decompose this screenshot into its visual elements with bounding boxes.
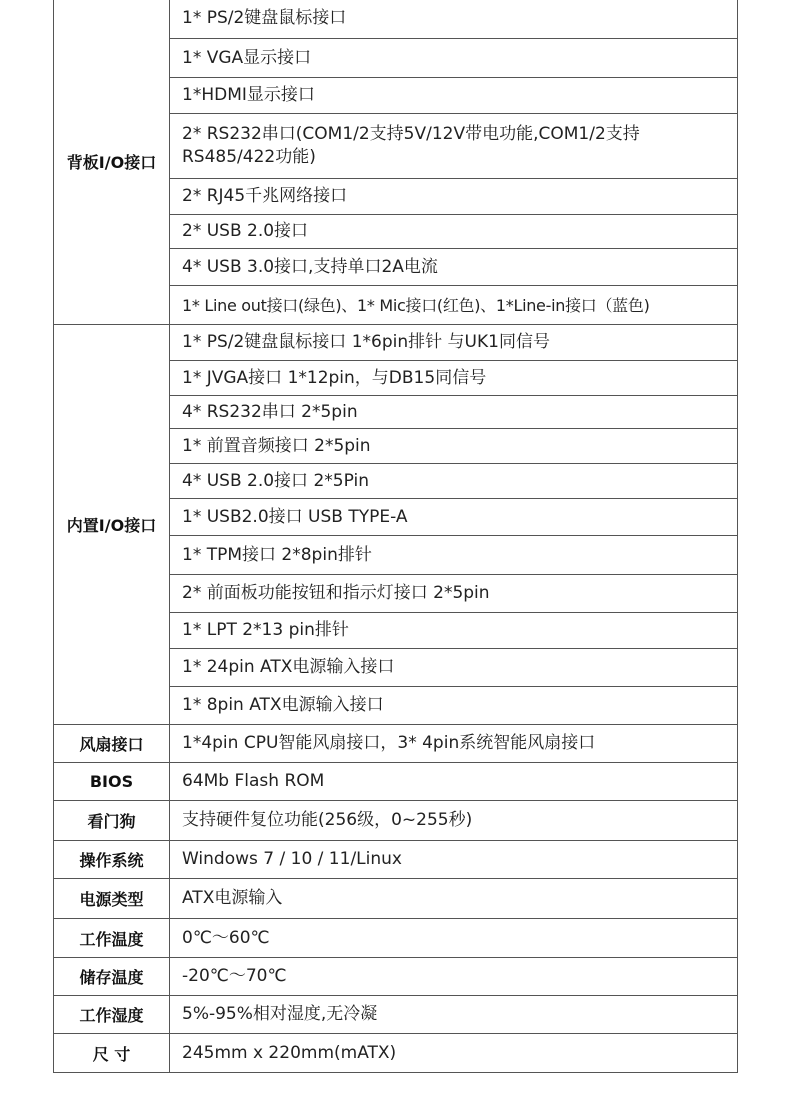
spec-value: 1* PS/2键盘鼠标接口 1*6pin排针 与UK1同信号 xyxy=(170,325,738,361)
spec-value: Windows 7 / 10 / 11/Linux xyxy=(170,841,738,879)
spec-value: 1* 8pin ATX电源输入接口 xyxy=(170,687,738,725)
spec-value: 4* USB 3.0接口,支持单口2A电流 xyxy=(170,249,738,286)
spec-value: 1* JVGA接口 1*12pin，与DB15同信号 xyxy=(170,361,738,396)
table-row xyxy=(54,1034,738,1073)
spec-value: 5%-95%相对湿度,无冷凝 xyxy=(170,996,738,1034)
spec-label: 电源类型 xyxy=(54,879,170,919)
spec-value: 1* TPM接口 2*8pin排针 xyxy=(170,536,738,575)
spec-value: 1*4pin CPU智能风扇接口，3* 4pin系统智能风扇接口 xyxy=(170,725,738,763)
spec-value: 1* VGA显示接口 xyxy=(170,39,738,78)
table-row xyxy=(54,958,738,996)
group-label-internal-io: 内置I/O接口 xyxy=(54,325,170,725)
spec-value: 1*HDMI显示接口 xyxy=(170,78,738,114)
group-label-rear-io: 背板I/O接口 xyxy=(54,0,170,325)
spec-value: 1* PS/2键盘鼠标接口 xyxy=(170,0,738,39)
table-row xyxy=(54,879,738,919)
table-row xyxy=(54,919,738,958)
spec-value: 1* 前置音频接口 2*5pin xyxy=(170,429,738,464)
spec-value: 1* USB2.0接口 USB TYPE-A xyxy=(170,499,738,536)
spec-value: 2* USB 2.0接口 xyxy=(170,215,738,249)
spec-value: -20℃～70℃ xyxy=(170,958,738,996)
spec-table xyxy=(53,0,738,1073)
table-row xyxy=(54,841,738,879)
spec-label: 储存温度 xyxy=(54,958,170,996)
spec-value: 2* RS232串口(COM1/2支持5V/12V带电功能,COM1/2支持RS485/422功能) xyxy=(170,114,738,179)
table-row xyxy=(54,763,738,801)
table-row xyxy=(54,801,738,841)
spec-label: 尺 寸 xyxy=(54,1034,170,1073)
spec-value: 1* 24pin ATX电源输入接口 xyxy=(170,649,738,687)
table-row xyxy=(54,996,738,1034)
spec-label: 操作系统 xyxy=(54,841,170,879)
spec-value: 1* LPT 2*13 pin排针 xyxy=(170,613,738,649)
table-row xyxy=(54,0,738,39)
spec-value: 4* USB 2.0接口 2*5Pin xyxy=(170,464,738,499)
spec-value: 1* Line out接口(绿色)、1* Mic接口(红色)、1*Line-in接口（蓝色) xyxy=(170,286,738,325)
spec-label: BIOS xyxy=(54,763,170,801)
spec-value: 245mm x 220mm(mATX) xyxy=(170,1034,738,1073)
spec-label: 工作温度 xyxy=(54,919,170,958)
spec-value: 4* RS232串口 2*5pin xyxy=(170,396,738,429)
table-row xyxy=(54,325,738,361)
table-row xyxy=(54,725,738,763)
spec-label: 工作湿度 xyxy=(54,996,170,1034)
spec-label: 看门狗 xyxy=(54,801,170,841)
spec-value: 64Mb Flash ROM xyxy=(170,763,738,801)
spec-label: 风扇接口 xyxy=(54,725,170,763)
spec-value: 0℃～60℃ xyxy=(170,919,738,958)
spec-value: 2* 前面板功能按钮和指示灯接口 2*5pin xyxy=(170,575,738,613)
spec-value: 2* RJ45千兆网络接口 xyxy=(170,179,738,215)
spec-value: ATX电源输入 xyxy=(170,879,738,919)
spec-value: 支持硬件复位功能(256级，0~255秒) xyxy=(170,801,738,841)
